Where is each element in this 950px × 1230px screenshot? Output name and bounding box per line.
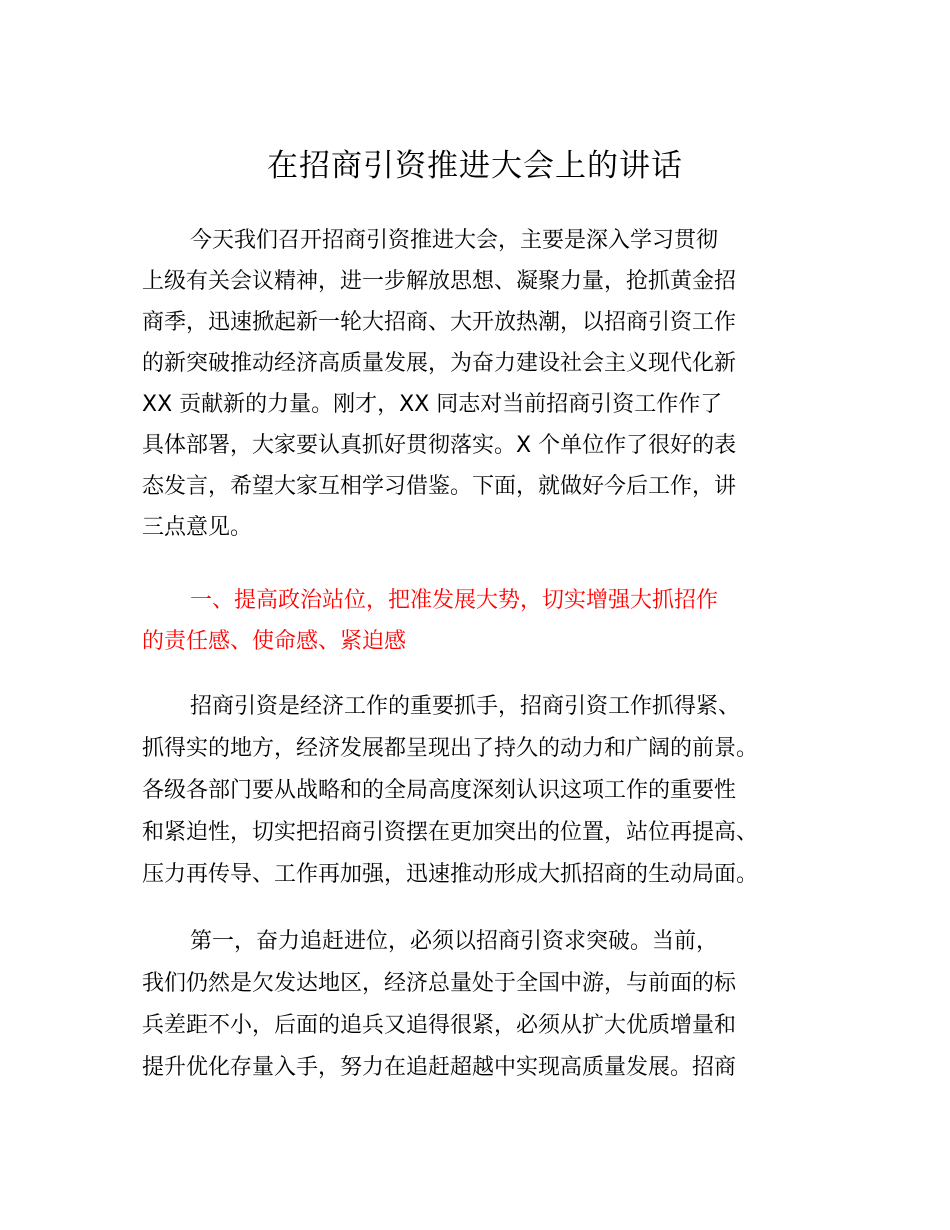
- text-line: 三点意见。: [142, 515, 253, 540]
- text-line: 今天我们召开招商引资推进大会，主要是深入学习贯彻: [190, 228, 719, 253]
- document-title: 在招商引资推进大会上的讲话: [267, 148, 683, 184]
- text-line: 我们仍然是欠发达地区，经济总量处于全国中游，与前面的标: [142, 971, 737, 996]
- text-line: 的新突破推动经济高质量发展，为奋力建设社会主义现代化新: [142, 351, 737, 376]
- text-line: 商季，迅速掀起新一轮大招商、大开放热潮，以招商引资工作: [142, 310, 737, 335]
- text-line: 兵差距不小，后面的追兵又追得很紧，必须从扩大优质增量和: [142, 1013, 737, 1038]
- text-line: 态发言，希望大家互相学习借鉴。下面，就做好今后工作，讲: [142, 474, 737, 499]
- text-line: 招商引资是经济工作的重要抓手，招商引资工作抓得紧、: [190, 694, 741, 719]
- text-line: 上级有关会议精神，进一步解放思想、凝聚力量，抢抓黄金招: [142, 269, 737, 294]
- text-line: 抓得实的地方，经济发展都呈现出了持久的动力和广阔的前景。: [142, 736, 759, 761]
- text-line: XX 贡献新的力量。刚才，XX 同志对当前招商引资工作作了: [142, 392, 723, 417]
- text-line: 和紧迫性，切实把招商引资摆在更加突出的位置，站位再提高、: [142, 820, 759, 845]
- text-line: 提升优化存量入手，努力在追赶超越中实现高质量发展。招商: [142, 1055, 737, 1080]
- heading-line: 一、提高政治站位，把准发展大势，切实增强大抓招作: [190, 588, 719, 613]
- text-line: 各级各部门要从战略和的全局高度深刻认识这项工作的重要性: [142, 778, 737, 803]
- heading-line: 的责任感、使命感、紧迫感: [142, 629, 407, 654]
- text-line: 第一，奋力追赶进位，必须以招商引资求突破。当前，: [190, 929, 719, 954]
- text-line: 具体部署，大家要认真抓好贯彻落实。X 个单位作了很好的表: [142, 433, 737, 458]
- text-line: 压力再传导、工作再加强，迅速推动形成大抓招商的生动局面。: [142, 862, 759, 887]
